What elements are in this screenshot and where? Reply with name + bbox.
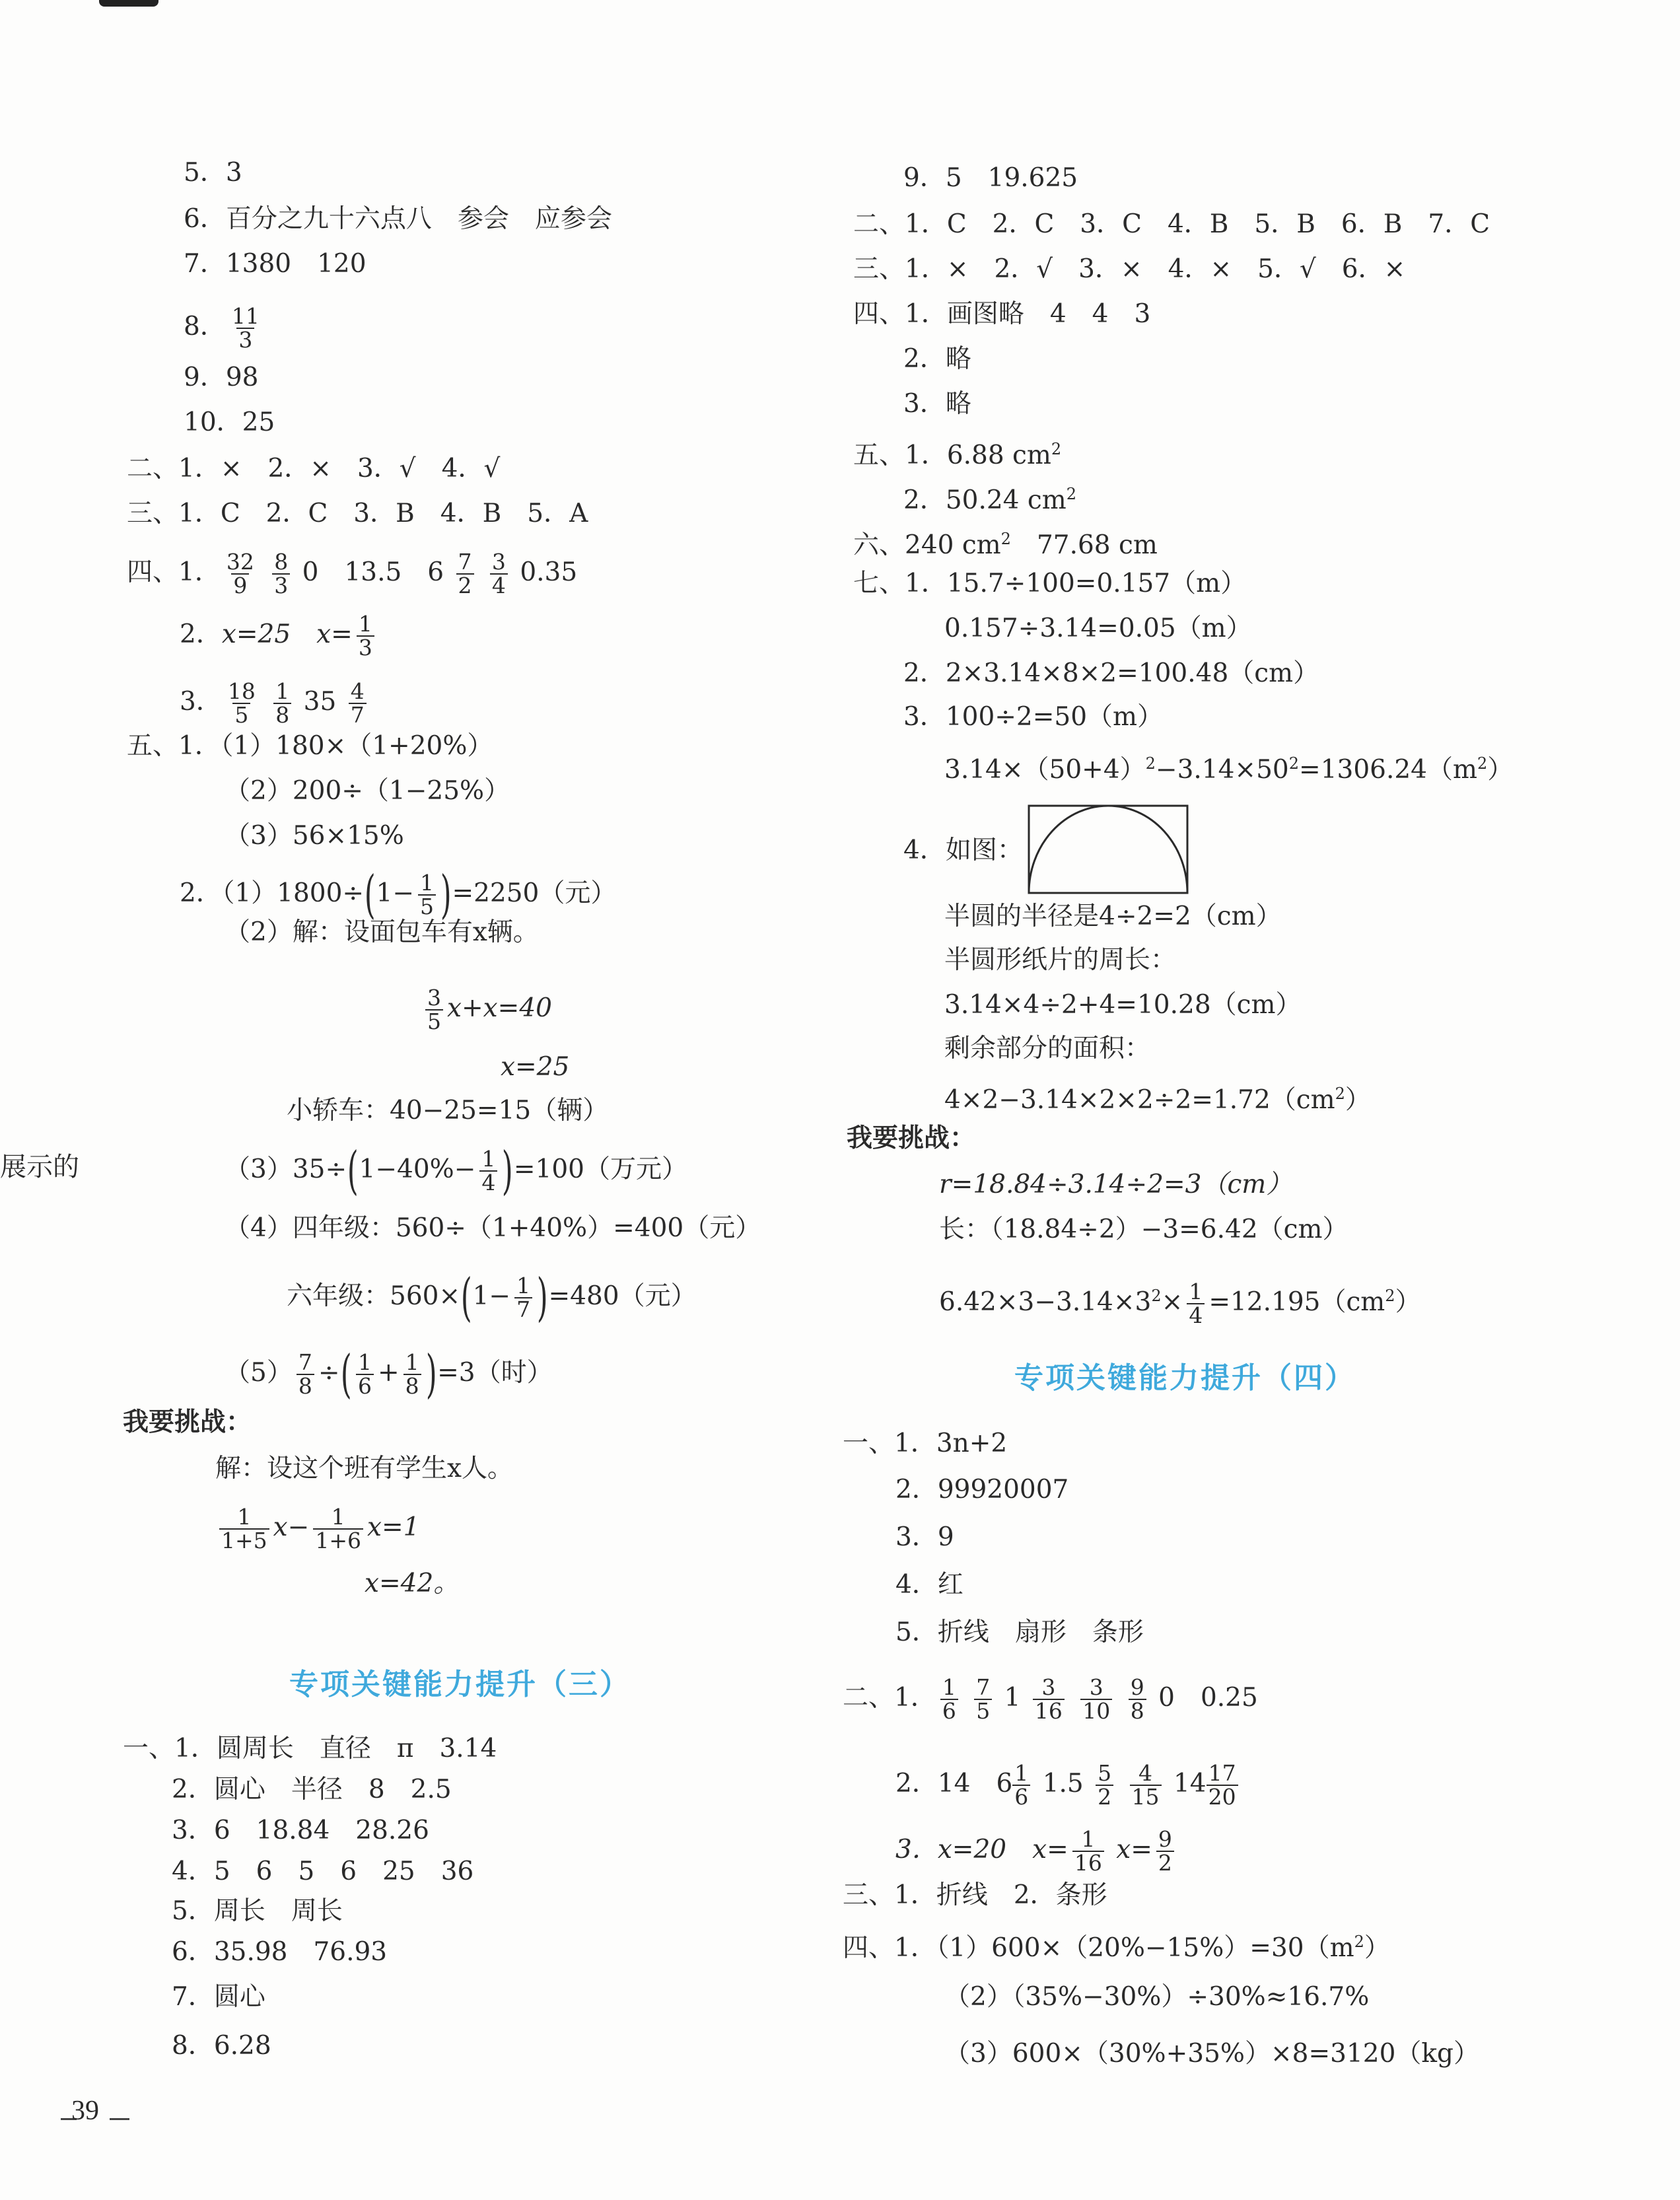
challenge-label: 我要挑战：: [847, 1123, 976, 1153]
answer-line: 3．6 18.84 28.26: [172, 1816, 429, 1845]
page-number: 39: [71, 2096, 99, 2126]
fraction: $\frac{7}{5}$: [974, 1676, 992, 1722]
answer-line: [184, 305, 265, 351]
fraction: $\frac{1}{8}$: [273, 680, 291, 727]
answer-line: x=42。: [365, 1569, 460, 1598]
answer-line: 0.157÷3.14=0.05（m）: [944, 614, 1252, 643]
page-number-rule: [110, 2118, 129, 2120]
answer-line: 3． $\frac{18}{5}$ $\frac{1}{8}$ 35 $\frac{4}{7}$: [180, 680, 370, 727]
fraction: $\frac{1}{4}$: [1187, 1281, 1205, 1327]
answer-line: 七、1．15.7÷100=0.157（m）: [853, 569, 1247, 598]
side-text: 展示的: [0, 1152, 79, 1182]
fraction: $\frac{1}{3}$: [357, 613, 374, 659]
answer-line: 2．2×3.14×8×2=100.48（cm）: [903, 658, 1319, 688]
item-number: 8．: [184, 312, 226, 341]
answer-line: 3.14×4÷2+4=10.28（cm）: [944, 990, 1302, 1020]
answer-line: （2）200÷（1−25%）: [225, 776, 510, 806]
answer-line: 2．（1）1800÷(1− $\frac{1}{5}$ )=2250（元）: [180, 865, 617, 925]
answer-line: 3．略: [903, 389, 971, 419]
answer-line: 半圆的半径是4÷2=2（cm）: [944, 902, 1282, 931]
answer-line: 5．3: [184, 158, 242, 188]
answer-line: 三、1．C 2．C 3．B 4．B 5．A: [127, 499, 588, 528]
fraction: $\frac{1}{1+5}$: [219, 1506, 269, 1552]
fraction: $\frac{1}{6}$: [1012, 1762, 1030, 1808]
answer-line: 三、1．× 2．√ 3．× 4．× 5．√ 6．×: [853, 254, 1406, 284]
answer-line: 二、1．C 2．C 3．C 4．B 5．B 6．B 7．C: [853, 209, 1490, 239]
answer-line: 3．9: [895, 1522, 954, 1552]
section-heading: 专项关键能力提升（四）: [1014, 1361, 1356, 1395]
answer-line: 3．x=20 x= $\frac{1}{16}$ x= $\frac{9}{2}$: [895, 1828, 1178, 1874]
answer-line: 4．5 6 5 6 25 36: [172, 1857, 474, 1886]
fraction: $\frac{1}{6}$: [940, 1676, 958, 1722]
answer-line: （5） $\frac{7}{8}$ ÷( $\frac{1}{6}$ + $\frac{1}{8}$ )=3（时）: [225, 1345, 553, 1404]
fraction: $\frac{3}{4}$: [490, 551, 508, 597]
semicircle-in-rectangle-figure: [1028, 804, 1189, 894]
fraction: $\frac{11}{3}$: [231, 303, 260, 353]
section-heading: 专项关键能力提升（三）: [289, 1668, 631, 1701]
answer-line: 7．1380 120: [184, 249, 367, 279]
answer-line: 4．如图：: [903, 835, 1023, 865]
answer-line: 2．圆心 半径 8 2.5: [172, 1775, 452, 1804]
fraction: $\frac{7}{2}$: [456, 551, 474, 597]
fraction: $\frac{3}{5}$: [425, 987, 443, 1033]
answer-line: 7．圆心: [172, 1982, 265, 2012]
answer-line: （2）（35%−30%）÷30%≈16.7%: [944, 1982, 1370, 2012]
fraction: $\frac{17}{20}$: [1207, 1762, 1238, 1808]
fraction: $\frac{8}{3}$: [272, 551, 290, 597]
answer-line: 四、1．画图略 4 4 3: [853, 299, 1151, 329]
answer-line: 小轿车：40−25=15（辆）: [287, 1096, 609, 1125]
answer-line: 6．百分之九十六点八 参会 应参会: [184, 204, 612, 234]
challenge-label: 我要挑战：: [123, 1407, 252, 1437]
answer-line: 2．50.24 $cm^2$: [903, 485, 1076, 515]
answer-line: 二、1． $\frac{1}{6}$ $\frac{7}{5}$ 1 $\frac{3}{16}$ $\frac{3}{10}$ $\frac{9}{8}$ 0 0.25: [843, 1674, 1258, 1724]
answer-line: 半圆形纸片的周长：: [944, 945, 1177, 975]
fraction: $\frac{3}{16}$: [1033, 1676, 1065, 1722]
fraction: $\frac{5}{2}$: [1096, 1762, 1113, 1808]
answer-line: 二、1．× 2．× 3．√ 4．√: [127, 454, 501, 483]
answer-line: 2．99920007: [895, 1475, 1069, 1505]
fraction: $\frac{7}{8}$: [297, 1351, 314, 1398]
fraction: $\frac{4}{7}$: [349, 680, 367, 727]
answer-line: 六年级：560×(1− $\frac{1}{7}$ )=480（元）: [287, 1268, 697, 1328]
answer-line: $\frac{1}{1+5}$ x− $\frac{1}{1+6}$ x=1: [215, 1506, 420, 1552]
fraction: $\frac{4}{15}$: [1130, 1762, 1162, 1808]
answer-line: （4）四年级：560÷（1+40%）=400（元）: [225, 1213, 761, 1243]
answer-line: 四、1． $\frac{32}{9}$ $\frac{8}{3}$ 0 13.5 6 $\frac{7}{2}$ $\frac{3}{4}$ 0.35: [127, 549, 578, 598]
answer-line: 4．红: [895, 1570, 963, 1600]
answer-line: 5．折线 扇形 条形: [895, 1617, 1144, 1647]
fraction: $\frac{1}{1+6}$: [313, 1506, 363, 1552]
answer-line: r=18.84÷3.14÷2=3（cm）: [939, 1170, 1292, 1199]
answer-line: 2．14 6 $\frac{1}{6}$ 1.5 $\frac{5}{2}$ $\frac{4}{15}$ 14 $\frac{17}{20}$: [895, 1762, 1242, 1808]
answer-line: $6.42\times 3-3.14\times 3^2\times$ $\frac{1}{4}$ $=12.195(cm^2)$: [939, 1279, 1421, 1328]
answer-line: 8．6.28: [172, 2031, 271, 2061]
fraction: $\frac{9}{2}$: [1156, 1828, 1174, 1874]
answer-line: 6．35.98 76.93: [172, 1937, 388, 1967]
fraction: $\frac{18}{5}$: [227, 678, 256, 728]
answer-line: 五、1．（1）180×（1+20%）: [127, 731, 493, 761]
answer-line: x=25: [501, 1052, 570, 1082]
answer-line: $\frac{3}{5}$ x+x=40: [421, 987, 552, 1033]
answer-line: 六、240 $cm^2$ 77.68 cm: [853, 530, 1158, 560]
top-mark: [99, 0, 158, 7]
answer-line: （2）解：设面包车有x辆。: [225, 917, 539, 947]
fraction: $\frac{1}{16}$: [1072, 1828, 1104, 1874]
answer-line: 9．98: [184, 363, 259, 392]
fraction: $\frac{32}{9}$: [226, 549, 254, 598]
fraction: $\frac{1}{8}$: [403, 1351, 421, 1398]
answer-line: $4\times 2-3.14\times 2\times 2\div 2=1.72(cm^2)$: [944, 1084, 1371, 1115]
fraction: $\frac{1}{4}$: [479, 1148, 497, 1194]
answer-line: 一、1．圆周长 直径 π 3.14: [123, 1734, 497, 1763]
answer-line: 5．周长 周长: [172, 1896, 343, 1926]
answer-line: 长：（18.84÷2）−3=6.42（cm）: [939, 1215, 1348, 1244]
answer-line: 解：设这个班有学生x人。: [215, 1454, 513, 1483]
answer-line: 五、1．6.88 $cm^2$: [853, 440, 1062, 470]
answer-line: （3）35÷(1−40%− $\frac{1}{4}$ )=100（万元）: [225, 1141, 687, 1201]
fraction: $\frac{1}{7}$: [514, 1275, 532, 1321]
answer-line: 四、1．$(1)600\times(20\%-15\%)=30(m^2)$: [843, 1933, 1390, 1963]
answer-line: 一、1．3n+2: [843, 1429, 1008, 1458]
fraction: $\frac{3}{10}$: [1080, 1676, 1112, 1722]
answer-line: 9．5 19.625: [903, 163, 1078, 193]
fraction: $\frac{9}{8}$: [1129, 1676, 1146, 1722]
answer-line: （3）600×（30%+35%）×8=3120（kg）: [944, 2039, 1479, 2069]
answer-line: 剩余部分的面积：: [944, 1034, 1151, 1063]
answer-line: 三、1．折线 2．条形: [843, 1880, 1107, 1910]
fraction: $\frac{1}{6}$: [356, 1351, 374, 1398]
answer-line: 2．略: [903, 344, 971, 374]
answer-line: （3）56×15%: [225, 821, 404, 851]
answer-line: 10．25: [184, 408, 275, 437]
answer-line: 2．x=25 x= $\frac{1}{3}$: [180, 613, 378, 659]
answer-line: 3．100÷2=50（m）: [903, 702, 1164, 732]
fraction: $\frac{1}{5}$: [418, 872, 436, 918]
answer-line: $3.14\times(50+4)^2-3.14\times 50^2=1306.24(m^2)$: [944, 754, 1514, 785]
